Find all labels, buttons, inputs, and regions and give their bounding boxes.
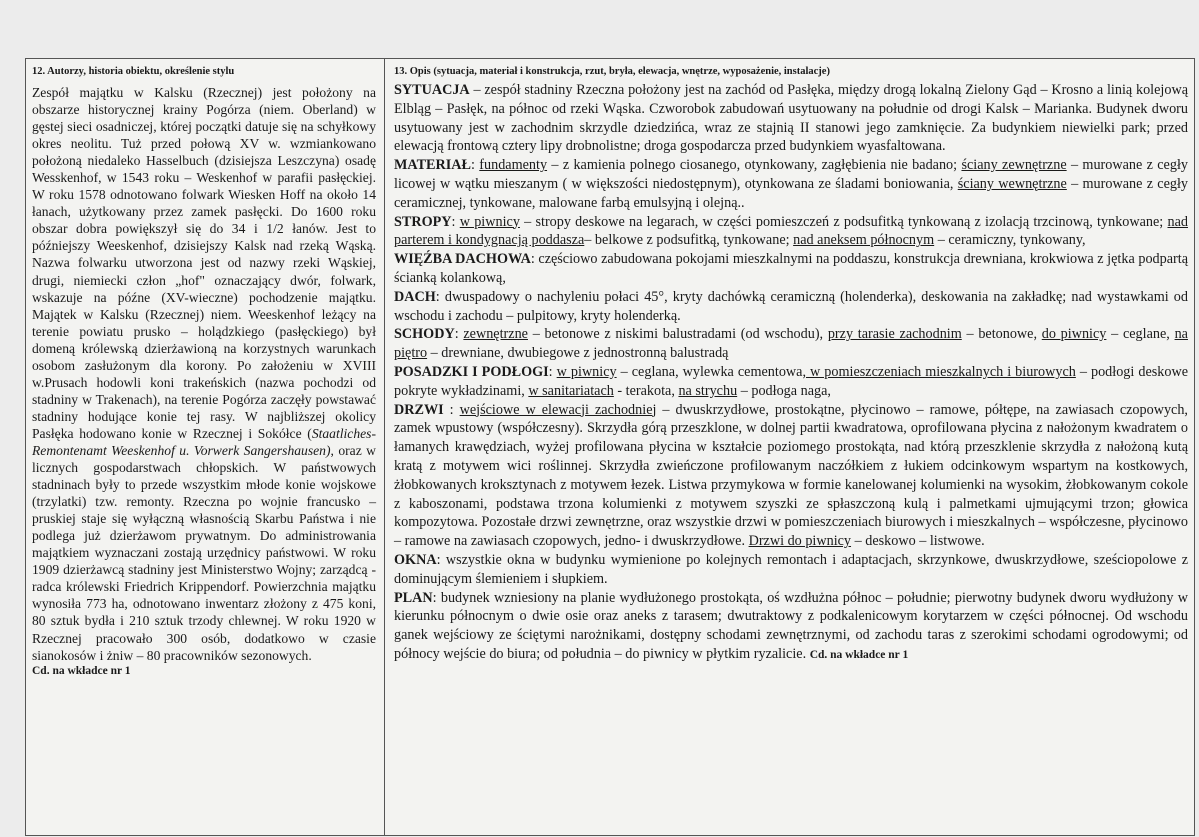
section-schody: SCHODY: zewnętrzne – betonowe z niskimi balustradami (od wschodu), przy tarasie zachodnim – betonowe, do piwnicy – ceglane, na piętro – drewniane, dwubiegowe z jednostronną balustradą <box>394 326 1188 362</box>
section-stropy: STROPY: w piwnicy – stropy deskowe na legarach, w części pomieszczeń z podsufitką tynkowaną z izolacją trzcinową, tynkowane; nad parterem i kondygnacją poddasza– belkowe z podsufitką, tynkowane; nad aneksem północnym – ceramiczny, tynkowany, <box>394 213 1188 249</box>
column-divider <box>384 59 385 835</box>
form-sheet <box>25 58 1195 836</box>
section-okna: OKNA: wszystkie okna w budynku wymienione po kolejnych remontach i adaptacjach, skrzynkowe, dwuskrzydłowe, sześciopolowe z dominującym ślemieniem i słupkiem. <box>394 551 1188 587</box>
description-column <box>394 65 1188 664</box>
history-continued-note: Cd. na wkładce nr 1 <box>32 664 131 677</box>
section-posadzki: POSADZKI I PODŁOGI: w piwnicy – ceglana, wylewka cementowa, w pomieszczeniach mieszkalnych i biurowych – podłogi deskowe pokryte wykładzinami, w sanitariatach - terakota, na strychu – podłoga naga, <box>394 363 1188 399</box>
section-drzwi: DRZWI : wejściowe w elewacji zachodniej – dwuskrzydłowe, prostokątne, płycinowo – ramowe, półtępe, na zawiasach czopowych, zamek wpustowy (współczesny). Skrzydła górą przeszklone, w dolnej partii kwadratowa, oprofilowana płycina z nałożonym kwadratem o łamanych krawędziach, wyżej profilowana płycina w kształcie poziomego prostokąta, nad którą przeszklenie skrzydła z nałożoną kutą kratą z motywem wici roślinnej. Skrzydła zwieńczone profilowanym naczółkiem z łukiem odcinkowym wspartym na kostkowych, żłobkowanych kroksztynach z motywem łezek. Listwa przymykowa w formie kanelowanej kolumienki na wysokim, żłobkowanym cokole z kaboszonami, podstawa trzona kolumienki z motywem szyszki ze spłaszczoną kulą i palmetkami ujmującymi trzon; głowica kompozytowa. Pozostałe drzwi zewnętrzne, oraz wszystkie drzwi w pomieszczeniach biurowych i mieszkalnych – współczesne, płycinowo – ramowe na zawiasach czopowych, jedno- i dwuskrzydłowe. Drzwi do piwnicy – deskowo – listwowe. <box>394 401 1188 550</box>
section-wiezba: WIĘŹBA DACHOWA: częściowo zabudowana pokojami mieszkalnymi na poddaszu, konstrukcja drewniana, krokwiowa z jętka podpartą ścianką kolankową, <box>394 251 1188 286</box>
section-sytuacja: SYTUACJA – zespół stadniny Rzeczna położony jest na zachód od Pasłęka, między drogą lokalną Zielony Gąd – Krosno a linią kolejową Elbląg – Pasłęk, na północ od rzeki Wąska. Czworobok zabudowań usytuowany na południe od drogi Kalsk – Marianka. Budynek dworu usytuowany jest w zachodnim skrzydle dziedzińca, wraz ze stajnią II stanowi jego zamknięcie. Za budynkiem niewielki park; przed elewacją frontową cztery lipy drobnolistne; droga gospodarcza przed budynkiem wyasfaltowana. <box>394 82 1188 155</box>
history-column <box>32 65 376 678</box>
description-continued-note: Cd. na wkładce nr 1 <box>809 648 909 661</box>
description-text <box>394 81 1188 664</box>
section-dach: DACH: dwuspadowy o nachyleniu połaci 45°, kryty dachówką ceramiczną (holenderka), deskowania na zakładkę; nad wystawkami od wschodu i zachodu – pulpitowy, kryty holenderką. <box>394 288 1188 324</box>
history-heading: 12. Autorzy, historia obiektu, określenie stylu <box>32 66 235 77</box>
history-text: Zespół majątku w Kalsku (Rzecznej) jest położony na obszarze historycznej krainy Pogórza (niem. Oberland) w gęstej sieci osadniczej, której początki datuje się na schyłkowy okres neolitu. Tuż przed połową XV w. wzmiankowano położoną niedaleko Hasselbuch (dzisiejsza Leszczyna) osadę Wesskenhof, w 1543 roku – Weskenhof w parafii pasłęckiej. W roku 1578 odnotowano folwark Wiesken Hoff na około 14 łanach, użytkowany przez zamek pasłęcki. Do 1600 roku obszar dobra powiększył się do 34 i 1/2 łanów. Jest to późniejszy Weeskenhof, dzisiejszy Kalsk nad rzeką Wąską. Nazwa folwarku utworzona jest od nazwy rzeki Wąskiej, drugi, niemiecki człon „hof" oznaczający dwór, folwark, wskazuje na późne (XV-wieczne) pochodzenie majątku. Majątek w Kalsku (Rzecznej) niem. Weeskenhof leżący na terenie powiatu prusko – holądzkiego (pasłęckiego) był domeną królewską dzierżawioną na korzystnych warunkach osobom zasłużonym dla korony. Po założeniu w XVIII w.Prusach hodowli koni trakeńskich (nazwa pochodzi od stadniny w Trakenach), na terenie Pogórza zaczęły powstawać stadniny hodujące konie tej rasy. W najbliższej okolicy Pasłęka hodowano konie w Rzecznej i Sokółce (Staatliches-Remontenamt Weeskenhof u. Vorwerk Sangershausen), oraz w licznych gospodarstwach chłopskich. W państwowych stadninach były to przede wszystkim młode konie wojskowe (trzylatki) tzw. remonty. Rzeczna po wojnie francusko – pruskiej staje się wyłączną własnością Skarbu Państwa i nie podlega już dzierżawom prywatnym. Do administrowania majątkiem wyznaczani zostają urzędnicy państwowi. W roku 1909 dzierżawcą stadniny jest Ministerstwo Wojny; zarządcą - radca królewski Friedrich Krippendorf. Powierzchnia majątku wynosiła 773 ha, odnotowano inwentarz złożony z 475 koni, 80 sztuk bydła i 210 sztuk trzody chlewnej. W roku 1920 w Rzecznej pracowało 300 osób, dodatkowo w czasie sianokosów i żniw – 80 pracowników sezonowych. <box>32 85 376 663</box>
section-material: MATERIAŁ: fundamenty – z kamienia polnego ciosanego, otynkowany, zagłębienia nie badano; ściany zewnętrzne – murowane z cegły licowej w wątku mieszanym ( w większości niedostępnym), otynkowana ze śladami boniowania, ściany wewnętrzne – murowane z cegły ceramicznej, tynkowane, malowane farbą emulsyjną i olejną.. <box>394 157 1189 211</box>
description-heading: 13. Opis (sytuacja, materiał i konstrukcja, rzut, bryła, elewacja, wnętrze, wyposażenie, instalacje) <box>394 66 830 77</box>
section-plan: PLAN: budynek wzniesiony na planie wydłużonego prostokąta, oś wzdłużna północ – południe; pierwotny budynek dworu wydłużony w kierunku północnym o dwie osie oraz aneks z tarasem; dwutraktowy z podkalenicowym korytarzem w części północnej. Od wschodu ganek wejściowy ze ściętymi narożnikami, dostępny schodami zewnętrznymi, od zachodu taras z szerokimi schodami ogrodowymi; od północy wejście do biura; od południa – do piwnicy w płytkim ryzalicie. Cd. na wkładce nr 1 <box>394 589 1188 662</box>
